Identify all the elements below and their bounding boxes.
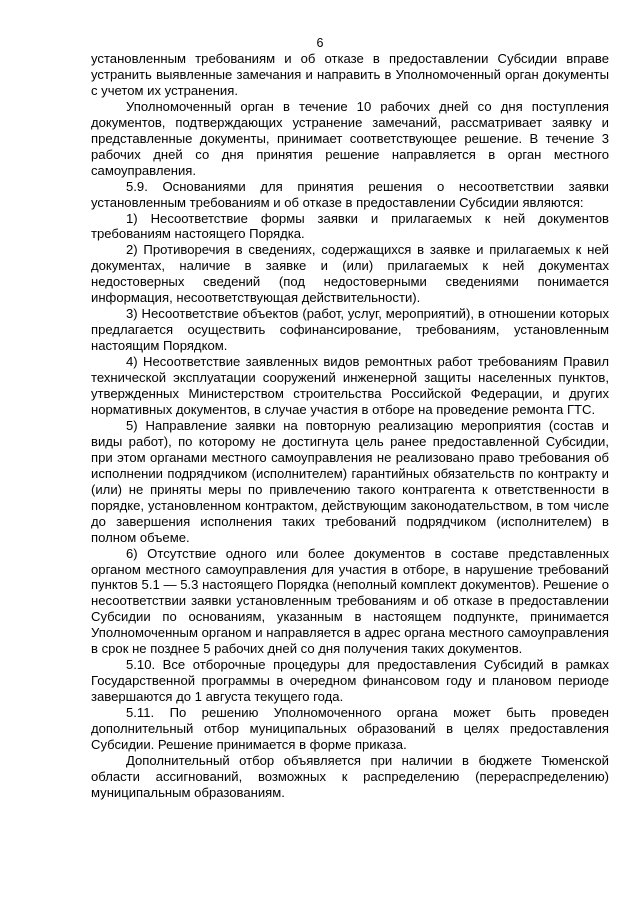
page-number: 6 xyxy=(316,36,324,50)
paragraph-continuation: установленным требованиям и об отказе в предоставлении Субсидии вправе устранить выявленные замечания и направить в Уполномоченный орган документы с учетом их устранения. xyxy=(91,51,609,98)
list-item-5: 5) Направление заявки на повторную реализацию мероприятия (состав и виды работ), по которому не достигнута цель ранее предоставленной Субсидии, при этом органами местного самоуправления не реализовано право требования об исполнении подрядчиком (исполнителем) гарантийных обязательств по контракту и (или) не приняты меры по привлечению такого контрагента к ответственности в порядке, установленном контрактом, действующим законодательством, в том числе до завершения исполнения таких требований подрядчиком (исполнителем) в полном объеме. xyxy=(91,417,609,545)
paragraph-review-period: Уполномоченный орган в течение 10 рабочих дней со дня поступления документов, подтверждающих устранение замечаний, рассматривает заявку и представленные документы, принимает соответствующее решение. В течение 3 рабочих дней со дня принятия решение направляется в орган местного самоуправления. xyxy=(91,98,609,178)
list-item-3: 3) Несоответствие объектов (работ, услуг, мероприятий), в отношении которых предлагается осуществить софинансирование, требованиям, установленным настоящим Порядком. xyxy=(91,306,609,354)
list-item-2: 2) Противоречия в сведениях, содержащихся в заявке и прилагаемых к ней документах, наличие в заявке и (или) прилагаемых к ней документах недостоверных сведений (под недостоверными сведениями понимается информация, несоответствующая действительности). xyxy=(91,242,609,306)
list-item-6: 6) Отсутствие одного или более документов в составе представленных органом местного самоуправления для участия в отборе, в нарушение требований пунктов 5.1 — 5.3 настоящего Порядка (неполный комплект документов). Решение о несоответствии заявки установленным требованиям и об отказе в предоставлении Субсидии по основаниям, указанным в настоящем подпункте, принимается Уполномоченным органом и направляется в адрес органа местного самоуправления в срок не позднее 5 рабочих дней со дня получения таких документов. xyxy=(91,545,609,657)
paragraph-5-10: 5.10. Все отборочные процедуры для предоставления Субсидий в рамках Государственной программы в очередном финансовом году и плановом периоде завершаются до 1 августа текущего года. xyxy=(91,657,609,705)
document-body xyxy=(91,51,609,801)
list-item-1: 1) Несоответствие формы заявки и прилагаемых к ней документов требованиям настоящего Порядка. xyxy=(91,210,609,242)
list-item-4: 4) Несоответствие заявленных видов ремонтных работ требованиям Правил технической эксплуатации сооружений инженерной защиты населенных пунктов, утвержденных Министерством строительства Российской Федерации, и других нормативных документов, в случае участия в отборе на проведение ремонта ГТС. xyxy=(91,354,609,417)
paragraph-5-9: 5.9. Основаниями для принятия решения о несоответствии заявки установленным требованиям и об отказе в предоставлении Субсидии являются: xyxy=(91,178,609,210)
paragraph-additional-selection: Дополнительный отбор объявляется при наличии в бюджете Тюменской области ассигнований, возможных к распределению (перераспределению) муниципальным образованиям. xyxy=(91,752,609,800)
paragraph-5-11: 5.11. По решению Уполномоченного органа может быть проведен дополнительный отбор муниципальных образований в целях предоставления Субсидии. Решение принимается в форме приказа. xyxy=(91,705,609,752)
